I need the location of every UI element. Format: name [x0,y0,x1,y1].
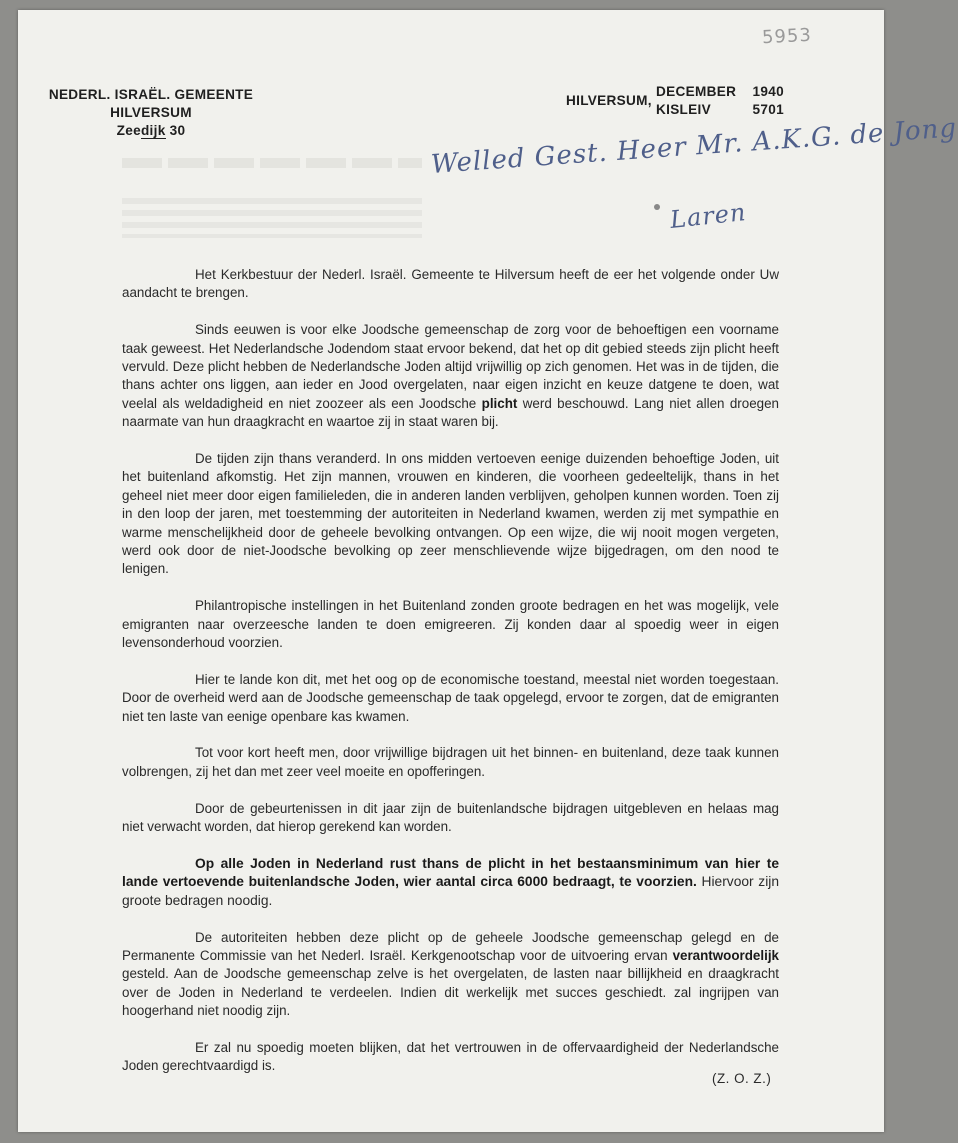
emphasis-plicht: plicht [481,395,518,411]
show-through-text [122,158,422,168]
paragraph-intro: Het Kerkbestuur der Nederl. Israël. Gemeente te Hilversum heeft de eer het volgende onder Uw aandacht te brengen. [122,267,779,301]
dateline [566,84,796,124]
sender-line-2: HILVERSUM [110,105,192,120]
street-underlined: dijk [140,123,166,138]
duty-statement: Op alle Joden in Nederland rust thans de plicht in het bestaansminimum van hier te lande vertoevende buitenlandsche Joden, wier aantal circa 6000 bedraagt, te voorzien. [122,855,779,890]
addressee-place: Laren [668,198,748,234]
paragraph-government: Hier te lande kon dit, met het oog op de economische toestand, meestal niet worden toegestaan. Door de overheid werd aan de Joodsche gemeenschap de taak opgelegd, ervoor te zorgen, dat de emigranten niet ten laste van eenige openbare kas kwamen. [122,671,779,724]
emphasis-verantwoordelijk: verantwoordelijk [672,947,779,963]
dateline-year-hebrew: 5701 [752,102,784,117]
continuation-note: (Z. O. Z.) [712,1071,772,1086]
dateline-month-hebrew: KISLEIV [656,102,711,117]
ink-dot [654,204,660,210]
archive-number: 5953 [761,24,813,49]
show-through-text-block [122,198,422,238]
dateline-city: HILVERSUM, [566,93,652,108]
paragraph-history: Sinds eeuwen is voor elke Joodsche gemeenschap de zorg voor de behoeftigen een voorname taak geweest. Het Nederlandsche Jodendom staat ervoor bekend, dat het op dit gebied steeds zijn plicht heeft vervuld. Deze plicht hebben de Nederlandsche Joden altijd vrijwillig op zich genomen. Het was in de tijden, die thans achter ons liggen, aan ieder en Jood overgelaten, naar eigen inzicht en keuze datgene te doen, wat veelal als weldadigheid en niet zoozeer als een Joodsche plicht werd beschouwd. Lang niet allen droegen naarmate van hun draagkracht en waartoe zij in staat waren bij. [122,322,779,430]
paragraph-philanthropy: Philantropische instellingen in het Buitenland zonden groote bedragen en het was mogelijk, vele emigranten naar overzeesche landen te doen emigreeren. Zij konden daar al spoedig weer in eigen levensonderhoud voorzien. [122,598,779,651]
handwritten-addressee [430,113,958,250]
letter-body [122,266,779,1094]
paragraph-duty: Op alle Joden in Nederland rust thans de plicht in het bestaansminimum van hier te lande vertoevende buitenlandsche Joden, wier aantal circa 6000 bedraagt, te voorzien. Hiervoor zijn groote bedragen noodig. [122,855,779,908]
sender-address [46,86,256,140]
paragraph-voluntary: Tot voor kort heeft men, door vrijwillige bijdragen uit het binnen- en buitenland, deze taak kunnen volbrengen, zij het dan met zeer veel moeite en opofferingen. [122,745,779,779]
paragraph-closing: Er zal nu spoedig moeten blijken, dat het vertrouwen in de offervaardigheid der Nederlandsche Joden gerechtvaardigd is. [122,1039,779,1074]
paragraph-events: Door de gebeurtenissen in dit jaar zijn de buitenlandsche bijdragen uitgebleven en helaas mag niet verwacht worden, dat hierop gerekend kan worden. [122,800,779,835]
dateline-month-gregorian: DECEMBER [656,84,737,99]
addressee-name: Welled Gest. Heer Mr. A.K.G. de Jong [430,113,958,180]
paragraph-changed-times: De tijden zijn thans veranderd. In ons midden vertoeven eenige duizenden behoeftige Joden, uit het buitenland afkomstig. Het zijn mannen, vrouwen en kinderen, die voorheen gedeeltelijk, thans in het geheel niet meer door eigen familieleden, die in anderen landen verblijven, geholpen kunnen worden. Toen zij in den loop der jaren, met toestemming der autoriteiten in Nederland kwamen, werden zij met sympathie en warme menschelijkheid door de geheele bevolking ontvangen. Op een wijze, die wij nooit mogen vergeten, werd ook door de niet-Joodsche bevolking op zeer menschlievende wijze bijgedragen, om den nood te lenigen. [122,451,779,577]
sender-line-1: NEDERL. ISRAËL. GEMEENTE [48,87,254,102]
dateline-year-gregorian: 1940 [752,84,784,99]
paragraph-authorities: De autoriteiten hebben deze plicht op de geheele Joodsche gemeenschap gelegd en de Permanente Commissie van het Nederl. Israël. Kerkgenootschap voor de uitvoering ervan verantwoordelijk gesteld. Aan de Joodsche gemeenschap zelve is het overgelaten, de lasten naar billijkheid en draagkracht over de Joden in Nederland te verdeelen. Indien dit werkelijk met succes geschiedt. zal ingrijpen van hoogerhand niet noodig zijn. [122,929,779,1019]
sender-line-3: Zeedijk 30 [116,123,186,138]
